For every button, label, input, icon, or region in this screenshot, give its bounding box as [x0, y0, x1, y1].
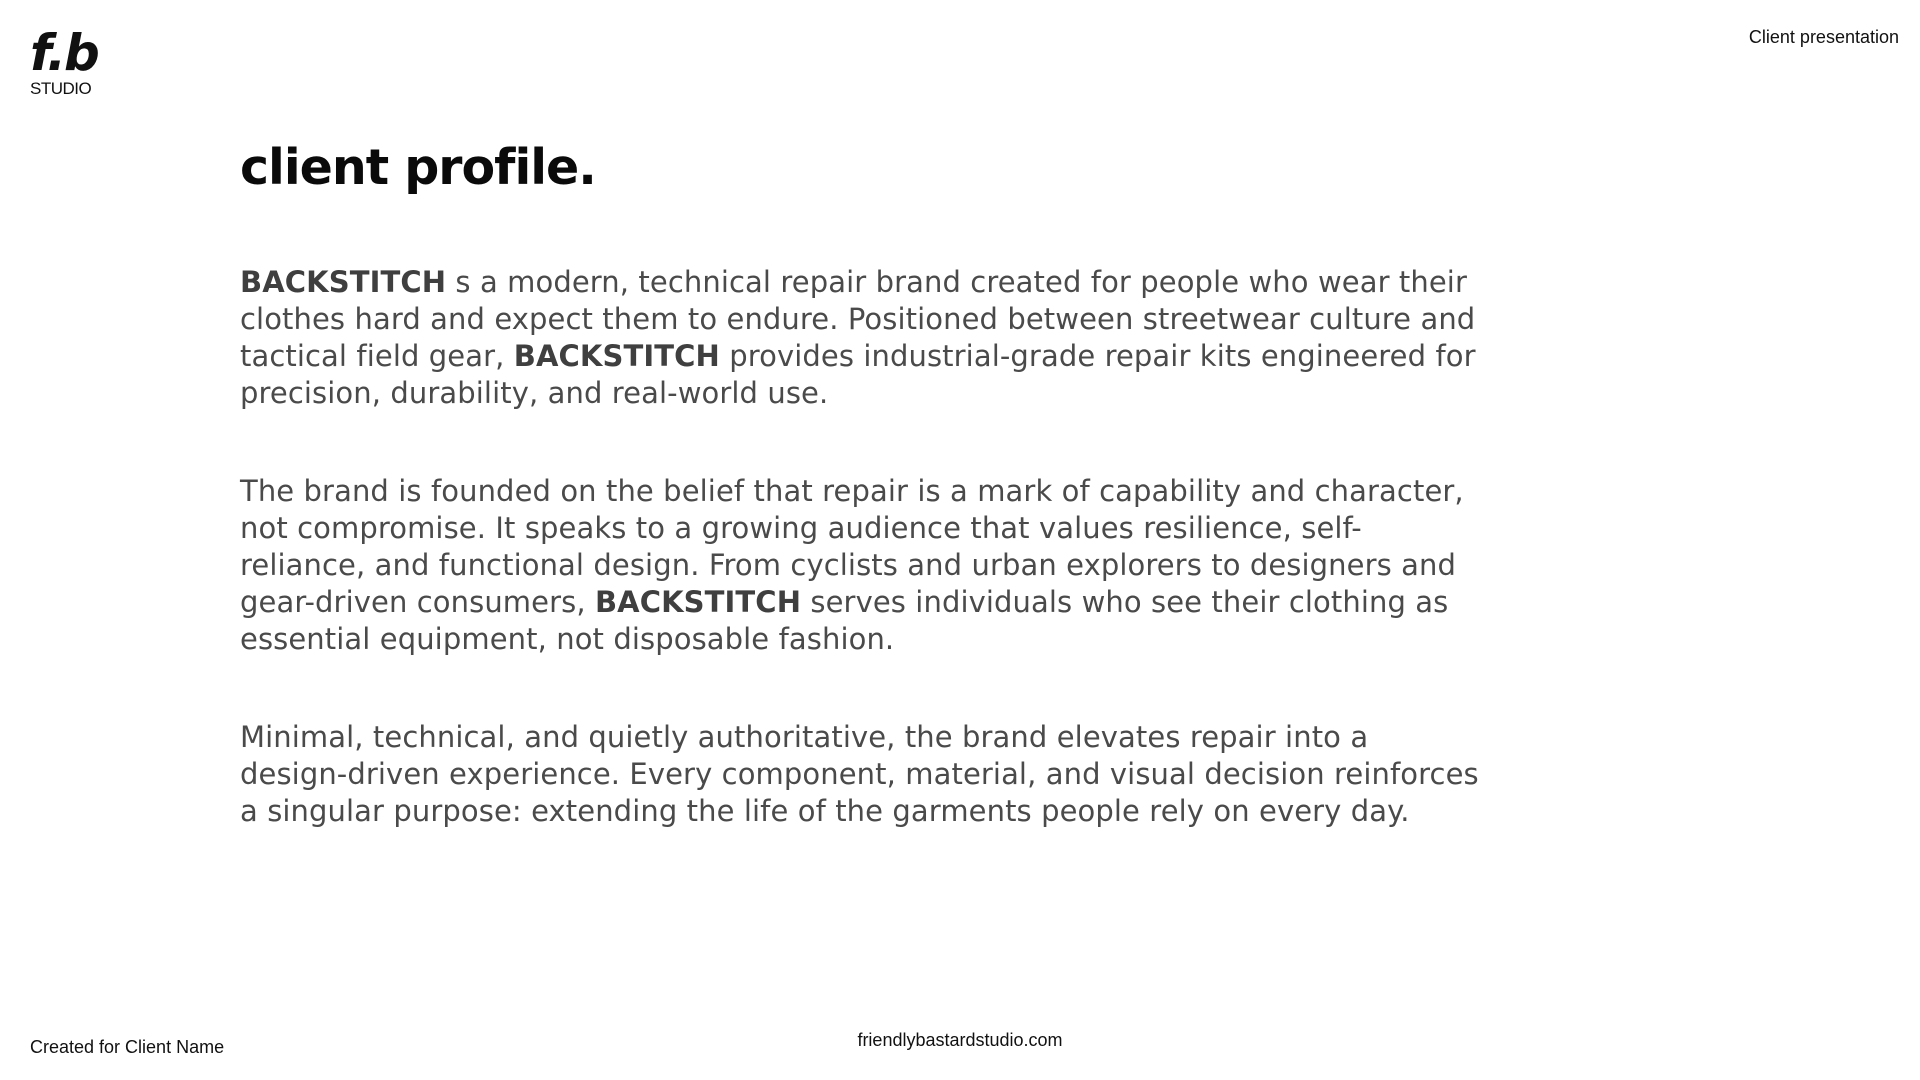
- paragraph-text: provides industrial-grade repair kits engineered for precision, durability, and real-world use.: [240, 339, 1476, 410]
- brand-name: BACKSTITCH: [594, 585, 802, 619]
- paragraph-1: [240, 264, 1480, 412]
- paragraph-2: [240, 473, 1480, 658]
- paragraph-text: serves individuals who see their clothing as essential equipment, not disposable fashion.: [240, 585, 1449, 656]
- brand-name: BACKSTITCH: [513, 339, 720, 373]
- footer-client-credit: Created for Client Name: [30, 1037, 225, 1057]
- paragraph-3: [240, 719, 1480, 830]
- client-profile-body: [240, 264, 1480, 830]
- paragraph-text: The brand is founded on the belief that repair is a mark of capability and character, not compromise. It speaks to a growing audience that values resilience, self-reliance, and functional design. From cyclists and urban explorers to designers and gear-driven consumers,: [240, 474, 1464, 619]
- presentation-label: Client presentation: [1748, 27, 1899, 47]
- paragraph-text: s a modern, technical repair brand created for people who wear their clothes hard and expect them to endure. Positioned between streetwear culture and tactical field gear,: [240, 265, 1476, 373]
- studio-logo: [30, 24, 120, 98]
- brand-name: BACKSTITCH: [240, 265, 447, 299]
- paragraph-text: Minimal, technical, and quietly authoritative, the brand elevates repair into a design-driven experience. Every component, material, and visual decision reinforces a singular purpose: extending the life of the garments people rely on every day.: [240, 720, 1479, 828]
- page-title: client profile.: [240, 139, 596, 196]
- logo-mark: f.b: [30, 24, 98, 82]
- footer-website: friendlybastardstudio.com: [857, 1030, 1063, 1050]
- logo-subtitle: STUDIO: [30, 79, 92, 98]
